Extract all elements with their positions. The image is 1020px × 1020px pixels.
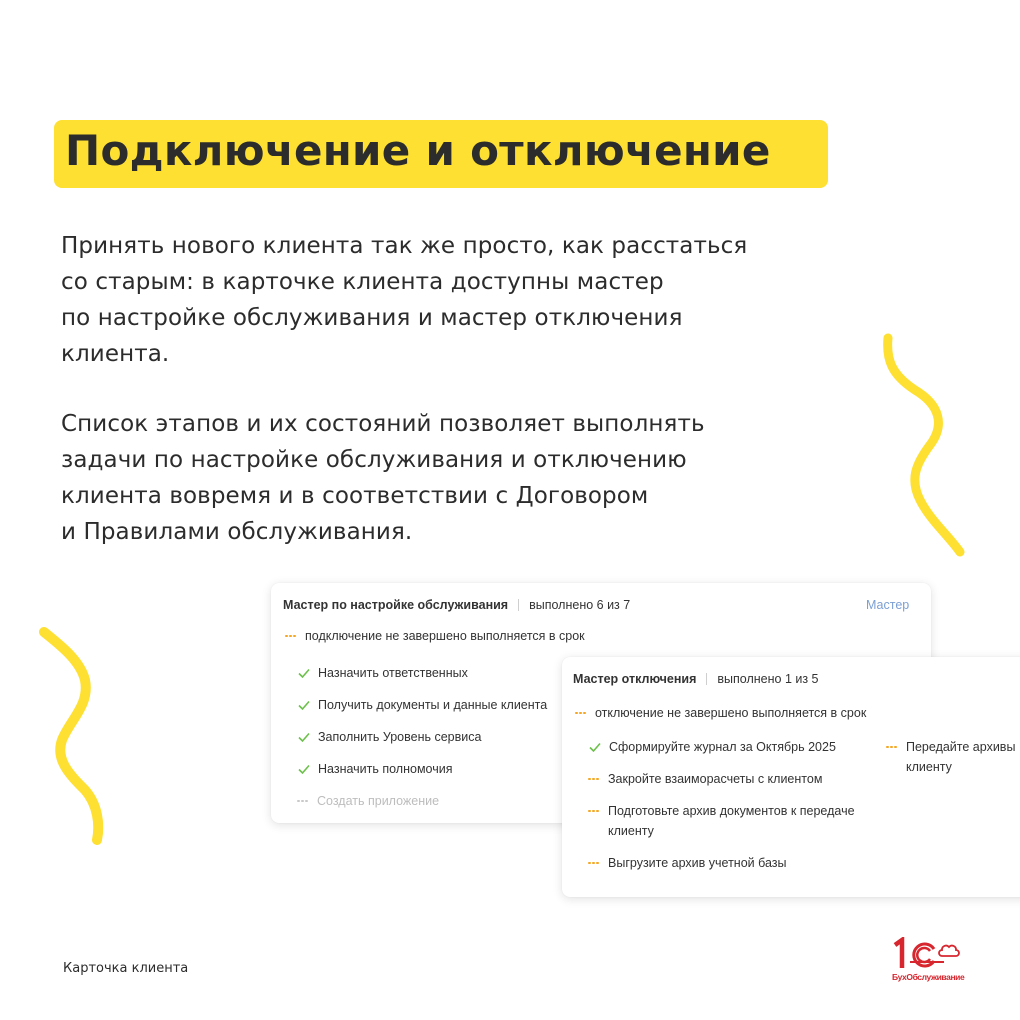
disconnect-wizard-header xyxy=(573,672,819,686)
step-label: Назначить ответственных xyxy=(318,666,468,680)
setup-status-text: подключение не завершено выполняется в срок xyxy=(305,629,585,643)
disconnect-wizard-card xyxy=(562,657,1020,897)
company-logo xyxy=(892,937,965,985)
paragraph-line: клиента вовремя и в соответствии с Договором xyxy=(61,483,649,509)
disconnect-status xyxy=(575,706,866,720)
paragraph-line: задачи по настройке обслуживания и отключению xyxy=(61,447,687,473)
in-progress-dots-icon xyxy=(886,740,900,754)
step-label: Закройте взаиморасчеты с клиентом xyxy=(608,772,823,786)
step-item[interactable] xyxy=(297,791,439,811)
step-label xyxy=(608,801,855,841)
step-item[interactable] xyxy=(588,737,836,757)
step-label: Назначить полномочия xyxy=(318,762,453,776)
paragraph-line: и Правилами обслуживания. xyxy=(61,519,413,545)
disconnect-wizard-progress: выполнено 1 из 5 xyxy=(717,672,819,686)
step-label: Заполнить Уровень сервиса xyxy=(318,730,482,744)
in-progress-dots-icon xyxy=(588,804,602,818)
setup-wizard-header xyxy=(283,598,630,612)
check-icon xyxy=(297,666,311,680)
page-title: Подключение и отключение xyxy=(65,126,771,175)
stages-paragraph xyxy=(61,406,921,550)
step-label: Сформируйте журнал за Октябрь 2025 xyxy=(609,740,836,754)
step-label-line: Передайте архивы xyxy=(906,740,1016,754)
intro-paragraph xyxy=(61,228,921,372)
step-label: Получить документы и данные клиента xyxy=(318,698,548,712)
disconnect-status-text: отключение не завершено выполняется в срок xyxy=(595,706,867,720)
step-label-line: клиенту xyxy=(608,824,654,838)
step-label-line: клиенту xyxy=(906,760,952,774)
step-item[interactable] xyxy=(297,759,453,779)
in-progress-dots-icon xyxy=(575,706,589,720)
header-divider xyxy=(518,599,519,611)
step-label: Создать приложение xyxy=(317,794,440,808)
step-item[interactable] xyxy=(297,663,468,683)
logo-subtitle: БухОбслуживание xyxy=(892,972,965,982)
check-icon xyxy=(297,762,311,776)
paragraph-line: Принять нового клиента так же просто, как расстаться xyxy=(61,233,748,259)
step-label-line: Подготовьте архив документов к передаче xyxy=(608,804,855,818)
pending-dots-icon xyxy=(297,794,311,808)
squiggle-decoration-left xyxy=(30,620,120,850)
logo-1c-icon xyxy=(892,937,962,971)
in-progress-dots-icon xyxy=(588,772,602,786)
squiggle-decoration-right xyxy=(870,330,970,560)
step-item[interactable] xyxy=(886,737,1015,777)
header-divider xyxy=(706,673,707,685)
paragraph-line: со старым: в карточке клиента доступны мастер xyxy=(61,269,664,295)
open-wizard-link[interactable]: Мастер xyxy=(866,598,910,612)
paragraph-line: Список этапов и их состояний позволяет выполнять xyxy=(61,411,705,437)
disconnect-wizard-title: Мастер отключения xyxy=(573,672,697,686)
step-label: Выгрузите архив учетной базы xyxy=(608,856,787,870)
in-progress-dots-icon xyxy=(588,856,602,870)
check-icon xyxy=(297,730,311,744)
check-icon xyxy=(588,740,602,754)
in-progress-dots-icon xyxy=(285,629,299,643)
step-item[interactable] xyxy=(297,695,547,715)
setup-wizard-title: Мастер по настройке обслуживания xyxy=(283,598,509,612)
step-item[interactable] xyxy=(297,727,481,747)
step-label xyxy=(906,737,1015,777)
setup-wizard-progress: выполнено 6 из 7 xyxy=(529,598,631,612)
paragraph-line: по настройке обслуживания и мастер отключения xyxy=(61,305,683,331)
step-item[interactable] xyxy=(588,801,855,841)
step-item[interactable] xyxy=(588,769,822,789)
check-icon xyxy=(297,698,311,712)
footer-caption: Карточка клиента xyxy=(63,961,189,976)
paragraph-line: клиента. xyxy=(61,341,170,367)
step-item[interactable] xyxy=(588,853,787,873)
setup-status xyxy=(285,629,585,643)
